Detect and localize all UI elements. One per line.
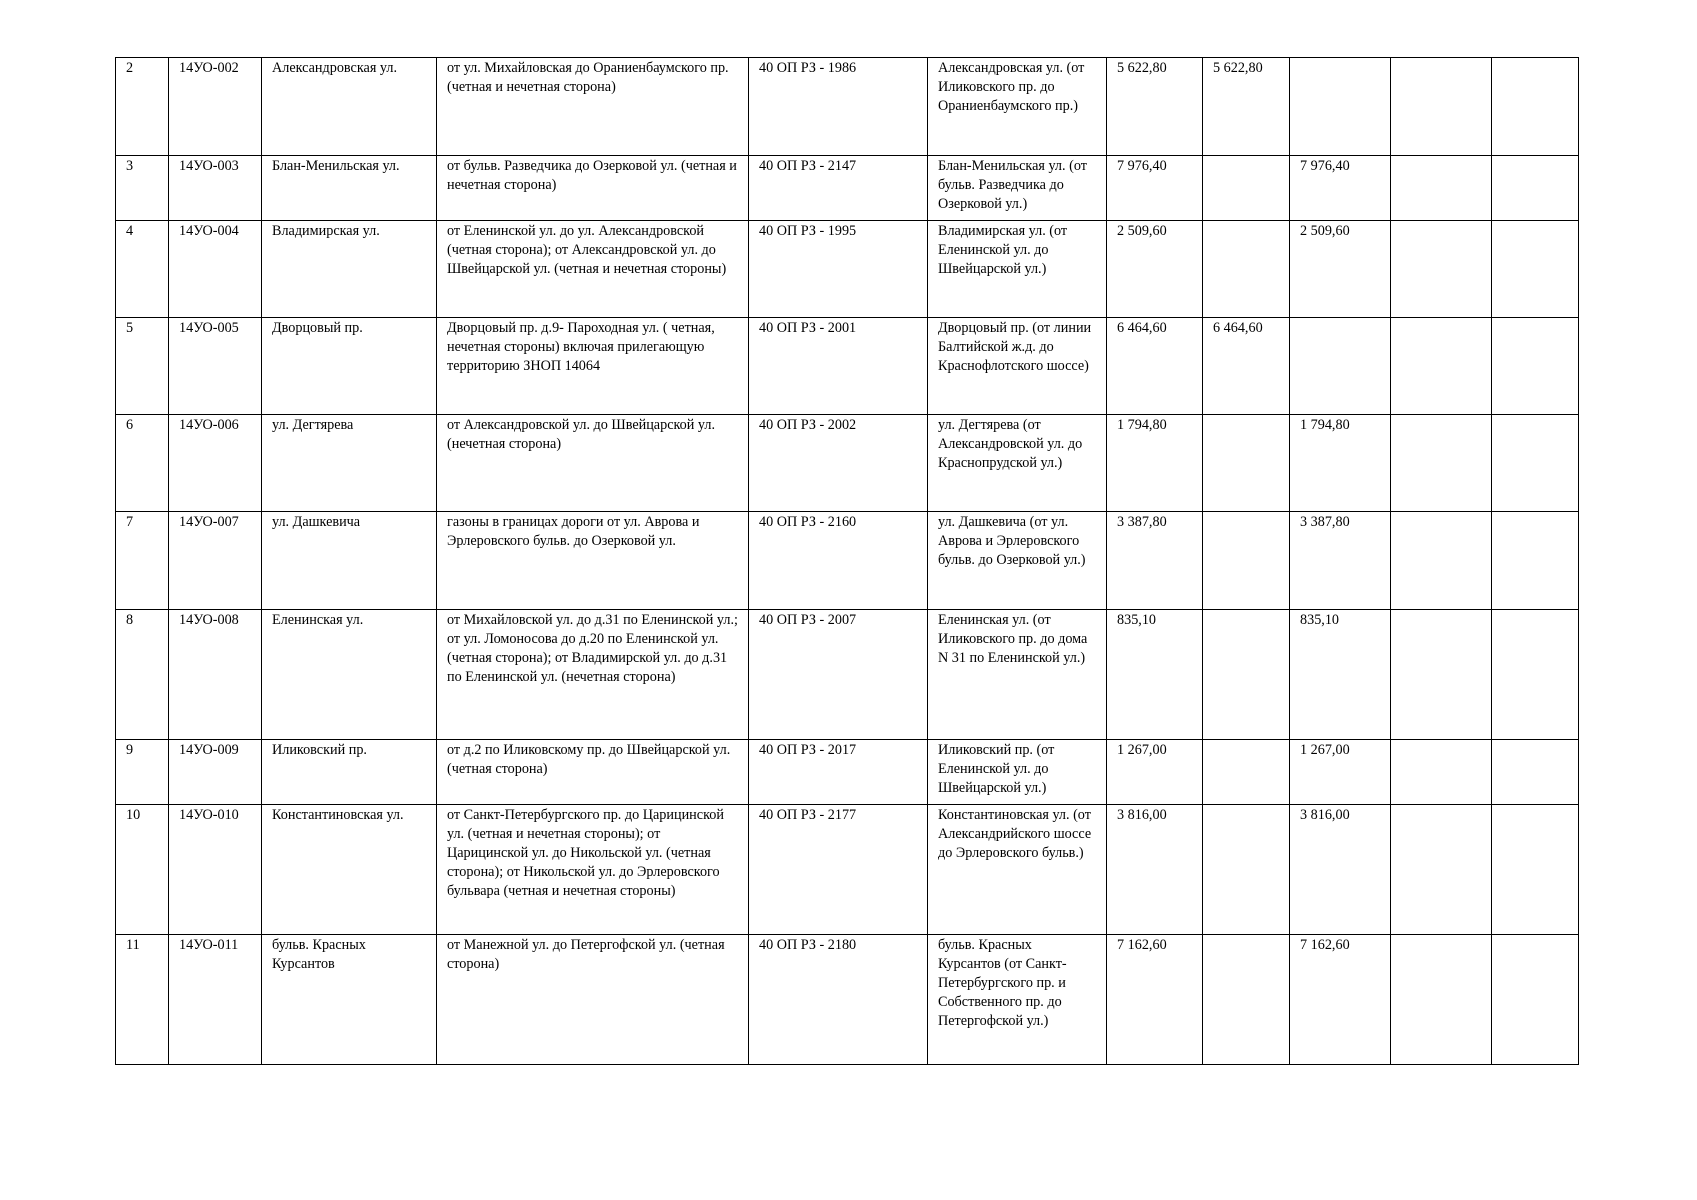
row-number: 8 — [116, 610, 169, 740]
area-column-a — [1203, 415, 1290, 512]
row-number: 4 — [116, 221, 169, 318]
road-name: бульв. Красных Курсантов (от Санкт-Петербургского пр. и Собственного пр. до Петергофской ул.) — [928, 935, 1107, 1065]
table-row — [116, 415, 1579, 512]
street-name: Иликовский пр. — [262, 740, 437, 805]
row-number: 3 — [116, 156, 169, 221]
row-number: 11 — [116, 935, 169, 1065]
road-name: Блан-Менильская ул. (от бульв. Разведчика до Озерковой ул.) — [928, 156, 1107, 221]
area-column-a: 5 622,80 — [1203, 58, 1290, 156]
road-name: ул. Дашкевича (от ул. Аврова и Эрлеровского бульв. до Озерковой ул.) — [928, 512, 1107, 610]
extra-column-2 — [1492, 318, 1579, 415]
boundary-description: от Михайловской ул. до д.31 по Еленинской ул.; от ул. Ломоносова до д.20 по Еленинской ул. (четная сторона); от Владимирской ул. до д.31 по Еленинской ул. (нечетная сторона) — [437, 610, 749, 740]
extra-column-2 — [1492, 512, 1579, 610]
extra-column-1 — [1391, 740, 1492, 805]
table-row — [116, 58, 1579, 156]
extra-column-1 — [1391, 221, 1492, 318]
extra-column-2 — [1492, 935, 1579, 1065]
area-total: 3 387,80 — [1107, 512, 1203, 610]
boundary-description: Дворцовый пр. д.9- Пароходная ул. ( четная, нечетная стороны) включая прилегающую территорию ЗНОП 14064 — [437, 318, 749, 415]
object-code: 14УО-011 — [169, 935, 262, 1065]
extra-column-1 — [1391, 58, 1492, 156]
table-row — [116, 805, 1579, 935]
extra-column-2 — [1492, 740, 1579, 805]
road-identifier: 40 ОП РЗ - 2177 — [749, 805, 928, 935]
table-row — [116, 610, 1579, 740]
boundary-description: газоны в границах дороги от ул. Аврова и Эрлеровского бульв. до Озерковой ул. — [437, 512, 749, 610]
table-row — [116, 221, 1579, 318]
road-identifier: 40 ОП РЗ - 2001 — [749, 318, 928, 415]
object-code: 14УО-010 — [169, 805, 262, 935]
row-number: 6 — [116, 415, 169, 512]
area-total: 6 464,60 — [1107, 318, 1203, 415]
row-number: 9 — [116, 740, 169, 805]
extra-column-2 — [1492, 156, 1579, 221]
table-body — [116, 58, 1579, 1065]
street-name: Блан-Менильская ул. — [262, 156, 437, 221]
road-name: Еленинская ул. (от Иликовского пр. до дома N 31 по Еленинской ул.) — [928, 610, 1107, 740]
road-identifier: 40 ОП РЗ - 1995 — [749, 221, 928, 318]
road-name: Владимирская ул. (от Еленинской ул. до Швейцарской ул.) — [928, 221, 1107, 318]
street-name: Константиновская ул. — [262, 805, 437, 935]
table-row — [116, 512, 1579, 610]
road-identifier: 40 ОП РЗ - 1986 — [749, 58, 928, 156]
street-name: Владимирская ул. — [262, 221, 437, 318]
object-code: 14УО-004 — [169, 221, 262, 318]
table-row — [116, 935, 1579, 1065]
area-column-b: 2 509,60 — [1290, 221, 1391, 318]
street-name: Еленинская ул. — [262, 610, 437, 740]
area-column-a — [1203, 610, 1290, 740]
area-total: 2 509,60 — [1107, 221, 1203, 318]
object-code: 14УО-003 — [169, 156, 262, 221]
street-name: ул. Дашкевича — [262, 512, 437, 610]
area-column-a — [1203, 156, 1290, 221]
area-total: 7 162,60 — [1107, 935, 1203, 1065]
object-code: 14УО-008 — [169, 610, 262, 740]
street-name: Александровская ул. — [262, 58, 437, 156]
road-identifier: 40 ОП РЗ - 2007 — [749, 610, 928, 740]
extra-column-1 — [1391, 512, 1492, 610]
area-column-a: 6 464,60 — [1203, 318, 1290, 415]
road-identifier: 40 ОП РЗ - 2017 — [749, 740, 928, 805]
boundary-description: от Александровской ул. до Швейцарской ул. (нечетная сторона) — [437, 415, 749, 512]
row-number: 10 — [116, 805, 169, 935]
area-column-b: 1 267,00 — [1290, 740, 1391, 805]
area-column-b: 7 976,40 — [1290, 156, 1391, 221]
extra-column-1 — [1391, 805, 1492, 935]
object-code: 14УО-002 — [169, 58, 262, 156]
road-name: Дворцовый пр. (от линии Балтийской ж.д. до Краснофлотского шоссе) — [928, 318, 1107, 415]
table-row — [116, 740, 1579, 805]
area-column-a — [1203, 221, 1290, 318]
extra-column-2 — [1492, 415, 1579, 512]
extra-column-1 — [1391, 318, 1492, 415]
boundary-description: от бульв. Разведчика до Озерковой ул. (четная и нечетная сторона) — [437, 156, 749, 221]
object-code: 14УО-007 — [169, 512, 262, 610]
extra-column-1 — [1391, 415, 1492, 512]
row-number: 5 — [116, 318, 169, 415]
extra-column-2 — [1492, 221, 1579, 318]
area-column-b: 3 816,00 — [1290, 805, 1391, 935]
area-column-a — [1203, 740, 1290, 805]
road-identifier: 40 ОП РЗ - 2002 — [749, 415, 928, 512]
street-name: ул. Дегтярева — [262, 415, 437, 512]
road-identifier: 40 ОП РЗ - 2180 — [749, 935, 928, 1065]
road-name: Иликовский пр. (от Еленинской ул. до Швейцарской ул.) — [928, 740, 1107, 805]
area-column-b — [1290, 58, 1391, 156]
streets-table — [115, 57, 1579, 1065]
boundary-description: от Еленинской ул. до ул. Александровской (четная сторона); от Александровской ул. до Швейцарской ул. (четная и нечетная стороны) — [437, 221, 749, 318]
extra-column-1 — [1391, 156, 1492, 221]
row-number: 7 — [116, 512, 169, 610]
area-total: 3 816,00 — [1107, 805, 1203, 935]
extra-column-2 — [1492, 610, 1579, 740]
area-total: 1 794,80 — [1107, 415, 1203, 512]
object-code: 14УО-006 — [169, 415, 262, 512]
area-column-a — [1203, 935, 1290, 1065]
boundary-description: от Санкт-Петербургского пр. до Царицинской ул. (четная и нечетная стороны); от Царицинской ул. до Никольской ул. (четная сторона); от Никольской ул. до Эрлеровского бульвара (четная и нечетная стороны) — [437, 805, 749, 935]
area-column-b: 835,10 — [1290, 610, 1391, 740]
road-name: ул. Дегтярева (от Александровской ул. до Краснопрудской ул.) — [928, 415, 1107, 512]
table-row — [116, 156, 1579, 221]
table-row — [116, 318, 1579, 415]
area-total: 5 622,80 — [1107, 58, 1203, 156]
boundary-description: от д.2 по Иликовскому пр. до Швейцарской ул. (четная сторона) — [437, 740, 749, 805]
object-code: 14УО-009 — [169, 740, 262, 805]
area-total: 1 267,00 — [1107, 740, 1203, 805]
extra-column-1 — [1391, 935, 1492, 1065]
extra-column-2 — [1492, 805, 1579, 935]
area-column-a — [1203, 512, 1290, 610]
area-total: 7 976,40 — [1107, 156, 1203, 221]
extra-column-2 — [1492, 58, 1579, 156]
object-code: 14УО-005 — [169, 318, 262, 415]
street-name: Дворцовый пр. — [262, 318, 437, 415]
road-identifier: 40 ОП РЗ - 2160 — [749, 512, 928, 610]
area-column-b: 3 387,80 — [1290, 512, 1391, 610]
area-total: 835,10 — [1107, 610, 1203, 740]
area-column-b: 7 162,60 — [1290, 935, 1391, 1065]
street-name: бульв. Красных Курсантов — [262, 935, 437, 1065]
road-identifier: 40 ОП РЗ - 2147 — [749, 156, 928, 221]
row-number: 2 — [116, 58, 169, 156]
extra-column-1 — [1391, 610, 1492, 740]
road-name: Александровская ул. (от Иликовского пр. до Ораниенбаумского пр.) — [928, 58, 1107, 156]
area-column-a — [1203, 805, 1290, 935]
road-name: Константиновская ул. (от Александрийского шоссе до Эрлеровского бульв.) — [928, 805, 1107, 935]
area-column-b: 1 794,80 — [1290, 415, 1391, 512]
boundary-description: от Манежной ул. до Петергофской ул. (четная сторона) — [437, 935, 749, 1065]
area-column-b — [1290, 318, 1391, 415]
boundary-description: от ул. Михайловская до Ораниенбаумского пр. (четная и нечетная сторона) — [437, 58, 749, 156]
